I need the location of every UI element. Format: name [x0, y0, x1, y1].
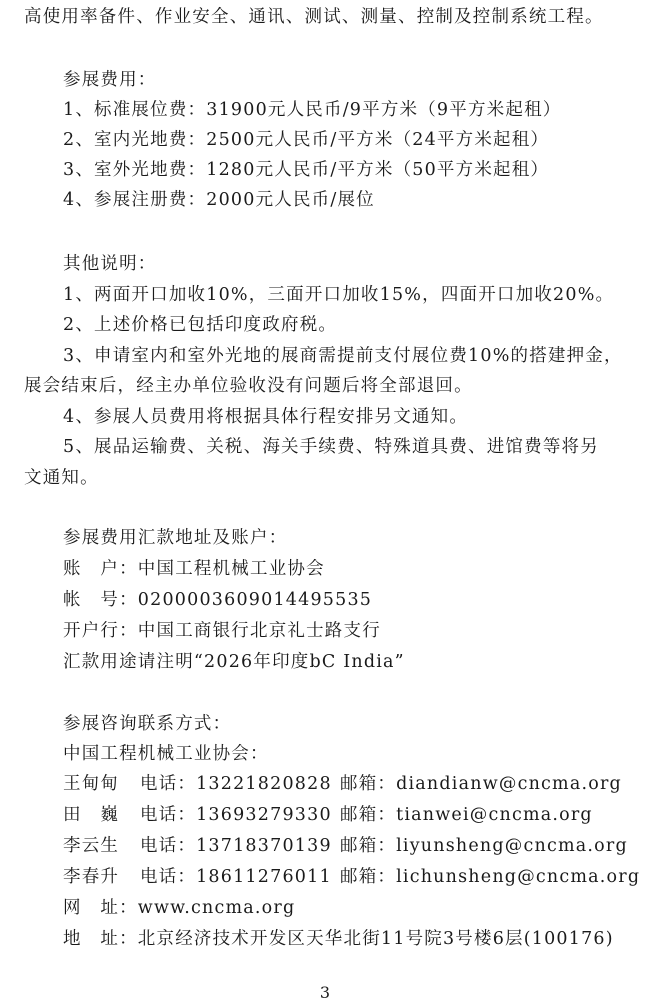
fee-item: 3、室外光地费：1280元人民币/平方米（50平方米起租）	[63, 160, 550, 180]
contact-name: 李云生	[63, 836, 120, 856]
note-item: 2、上述价格已包括印度政府税。	[63, 315, 338, 335]
note-item: 3、申请室内和室外光地的展商需提前支付展位费10%的搭建押金，	[63, 346, 623, 366]
remittance-heading: 参展费用汇款地址及账户：	[63, 528, 288, 548]
contact-email: 邮箱：tianwei@cncma.org	[340, 805, 593, 825]
account-number: 帐 号：0200003609014495535	[63, 590, 373, 610]
contact-website: 网 址：www.cncma.org	[63, 898, 296, 918]
contact-phone: 电话：13221820828	[140, 774, 332, 794]
contact-phone: 电话：18611276011	[140, 867, 332, 887]
intro-tail-text: 高使用率备件、作业安全、通讯、测试、测量、控制及控制系统工程。	[24, 7, 604, 27]
contact-email: 邮箱：liyunsheng@cncma.org	[340, 836, 628, 856]
note-item-continued: 展会结束后，经主办单位验收没有问题后将全部退回。	[24, 376, 473, 396]
contact-name: 王甸甸	[63, 774, 120, 794]
contact-heading: 参展咨询联系方式：	[63, 714, 232, 734]
notes-heading: 其他说明：	[63, 254, 157, 274]
contact-address: 地 址：北京经济技术开发区天华北街11号院3号楼6层(100176)	[63, 929, 614, 949]
note-item-continued: 文通知。	[24, 468, 99, 488]
note-item: 4、参展人员费用将根据具体行程安排另文通知。	[63, 407, 469, 427]
contact-org: 中国工程机械工业协会：	[63, 744, 269, 764]
note-item: 1、两面开口加收10%，三面开口加收15%，四面开口加收20%。	[63, 285, 615, 305]
note-item: 5、展品运输费、关税、海关手续费、特殊道具费、进馆费等将另	[63, 437, 599, 457]
fees-heading: 参展费用：	[63, 70, 157, 90]
contact-row	[0, 773, 650, 795]
account-name: 账 户：中国工程机械工业协会	[63, 559, 325, 579]
contact-email: 邮箱：lichunsheng@cncma.org	[340, 867, 641, 887]
contact-row	[0, 804, 650, 826]
contact-phone: 电话：13718370139	[140, 836, 332, 856]
contact-name: 田 巍	[63, 805, 120, 825]
page-number: 3	[319, 983, 331, 1002]
contact-email: 邮箱：diandianw@cncma.org	[340, 774, 622, 794]
fee-item: 2、室内光地费：2500元人民币/平方米（24平方米起租）	[63, 130, 550, 150]
contact-row	[0, 835, 650, 857]
fee-item: 1、标准展位费：31900元人民币/9平方米（9平方米起租）	[63, 100, 562, 120]
remittance-note: 汇款用途请注明“2026年印度bC India”	[63, 652, 405, 672]
contact-name: 李春升	[63, 867, 120, 887]
fee-item: 4、参展注册费：2000元人民币/展位	[63, 190, 375, 210]
contact-row	[0, 866, 650, 888]
bank-name: 开户行：中国工商银行北京礼士路支行	[63, 621, 381, 641]
contact-phone: 电话：13693279330	[140, 805, 332, 825]
